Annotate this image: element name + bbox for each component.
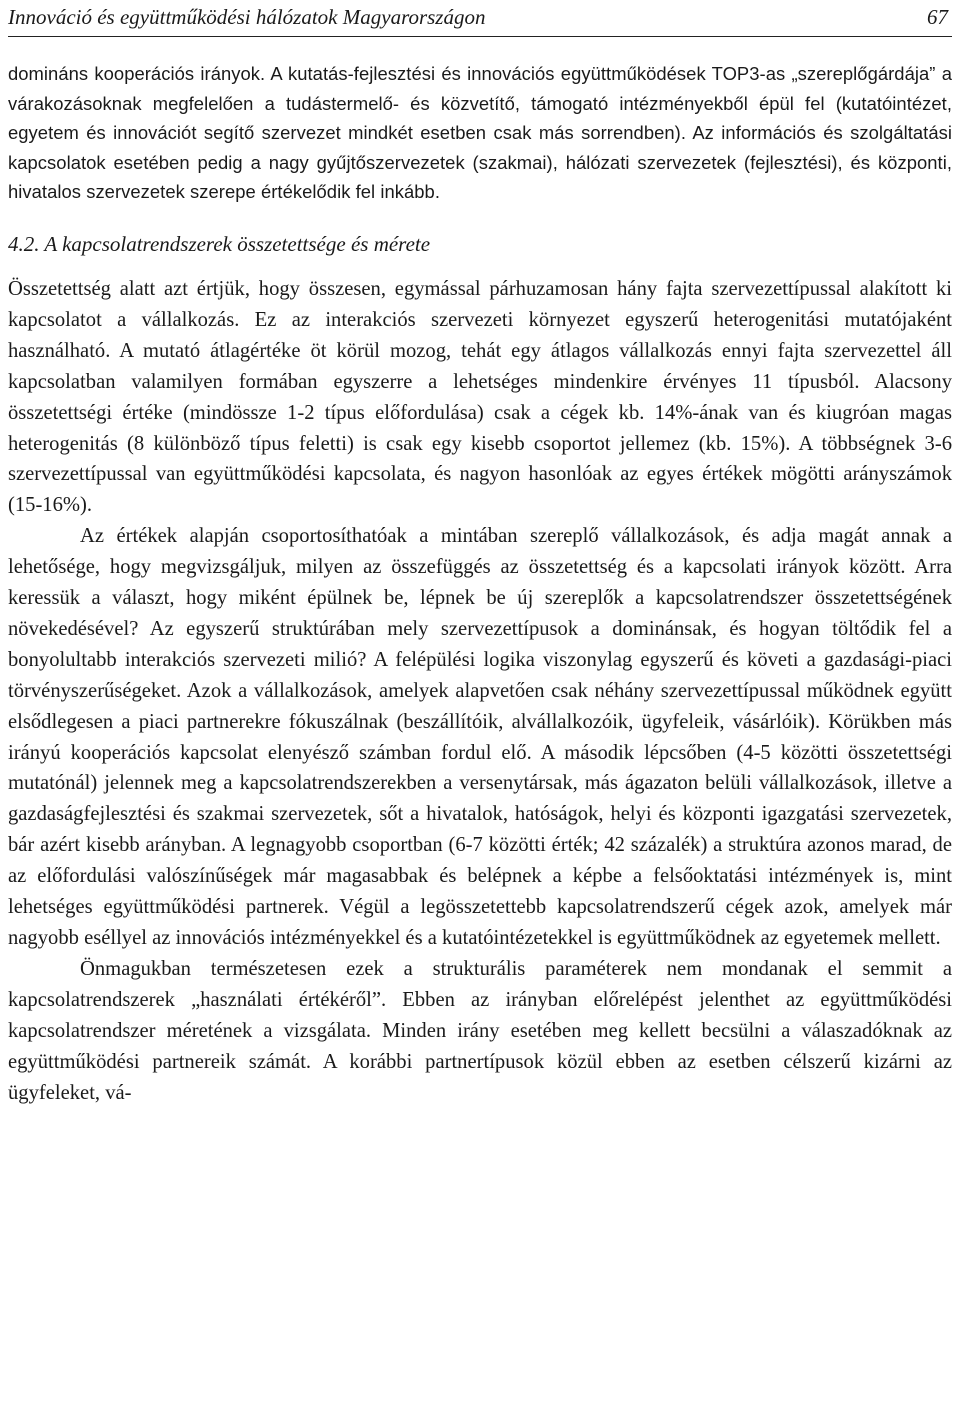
- body-text: [8, 59, 952, 1108]
- section-heading: [8, 229, 952, 259]
- paragraph-1: Összetettség alatt azt értjük, hogy összesen, egymással párhuzamosan hány fajta szervezettípussal alakított ki kapcsolatot a vállalkozás. Ez az interakciós szervezeti környezet egyszerű heterogenitási mutatójaként használható. A mutató átlagértéke öt körül mozog, tehát egy átlagos vállalkozás ennyi fajta szervezettel áll kapcsolatban valamilyen formában egyszerre a lehetséges mindenkire érvényes 11 típusból. Alacsony összetettségi értéke (mindössze 1-2 típus előfordulása) csak a cégek kb. 14%-ának van és kiugróan magas heterogenitás (8 különböző típus feletti) is csak egy kisebb csoportot jellemez (kb. 15%). A többségnek 3-6 szervezettípussal van együttműködési kapcsolata, és nagyon hasonlóak az egyes értékek mögötti arányszámok (15-16%).: [8, 277, 952, 517]
- section-number: 4.2.: [8, 231, 40, 256]
- section-title: A kapcsolatrendszerek összetettsége és mérete: [44, 231, 431, 256]
- running-header: [8, 2, 952, 37]
- paragraph-3: Önmagukban természetesen ezek a strukturális paraméterek nem mondanak el semmit a kapcsolatrendszerek „használati értékéről”. Ebben az irányban előrelépést jelenthet az együttműködési kapcsolatrendszer méretének a vizsgálata. Minden irány esetében meg kellett becsülni a válaszadóknak az együttműködési partnereik számát. A korábbi partnertípusok közül ebben az esetben célszerű kizárni az ügyfeleket, vá-: [8, 957, 952, 1104]
- paragraph-2: Az értékek alapján csoportosíthatóak a mintában szereplő vállalkozások, és adja magát annak a lehetősége, hogy megvizsgáljuk, milyen az összefüggés az összetettség és a kapcsolati irányok között. Arra keressük a választ, hogy miként épülnek be, lépnek be új szereplők a kapcsolatrendszer összetettségének növekedésével? Az egyszerű struktúrában mely szervezettípusok a dominánsak, és hogyan töltődik fel a bonyolultabb interakciós szervezeti milió? A felépülési logika viszonylag egyszerű és követi a gazdasági-piaci törvényszerűségeket. Azok a vállalkozások, amelyek alapvetően csak néhány szervezettípussal működnek együtt elsődlegesen a piaci partnerekre fókuszálnak (beszállítóik, alvállalkozóik, ügyfeleik, vásárlóik). Körükben más irányú kooperációs kapcsolat elenyésző számban fordul elő. A második lépcsőben (4-5 közötti összetettségi mutatónál) jelennek meg a kapcsolatrendszerekben a versenytársak, más ágazaton belüli vállalkozások, illetve a gazdaságfejlesztési és szakmai szervezetek, sőt a hivatalok, hatóságok, helyi és központi igazgatási szervezetek, bár azért kisebb arányban. A legnagyobb csoportban (6-7 közötti érték; 42 százalék) a struktúra azonos marad, de az előfordulási valószínűségek már magasabbak és belépnek a képbe a felsőoktatási intézmények is, mint lehetséges együttműködési partnerek. Végül a legösszetettebb kapcsolatrendszerű cégek azok, amelyek már nagyobb eséllyel az innovációs intézményekkel és a kutatóintézetekkel is együttműködnek az egyetemek mellett.: [8, 525, 952, 949]
- document-page: [8, 0, 952, 1108]
- page-number: 67: [927, 5, 948, 29]
- intro-paragraph: domináns kooperációs irányok. A kutatás-fejlesztési és innovációs együttműködések TOP3-as „szereplőgárdája” a várakozásoknak megfelelően a tudástermelő- és közvetítő, támogató intézményekből épül fel (kutatóintézet, egyetem és innovációt segítő szervezet mindkét esetben csak más sorrendben). Az információs és szolgáltatási kapcsolatok esetében pedig a nagy gyűjtőszervezetek (szakmai), hálózati szervezetek (fejlesztési), és központi, hivatalos szervezetek szerepe értékelődik fel inkább.: [8, 63, 952, 203]
- running-header-title: Innováció és együttműködési hálózatok Magyarországon: [8, 5, 486, 29]
